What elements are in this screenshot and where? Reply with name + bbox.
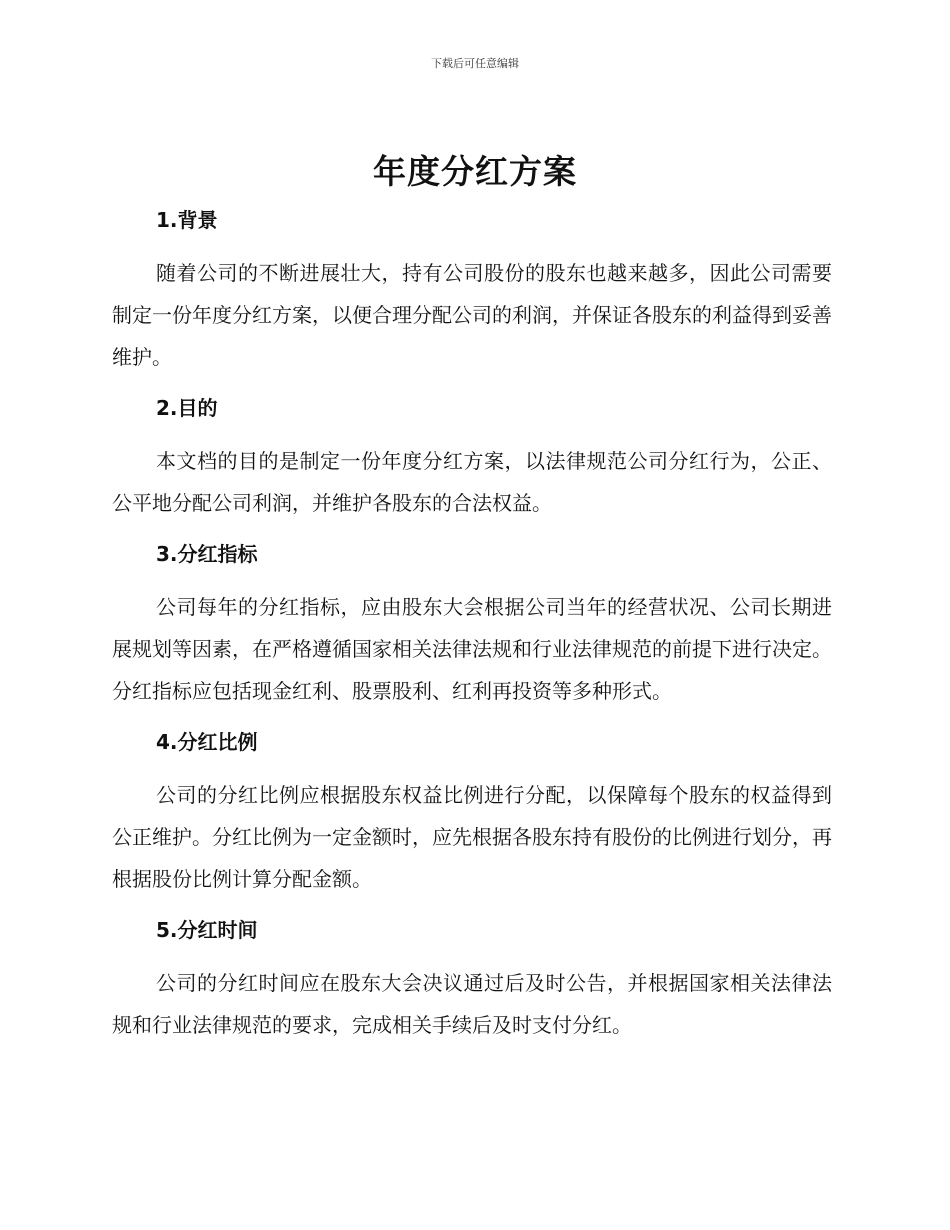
section-body-dividend-indicators: 公司每年的分红指标，应由股东大会根据公司当年的经营状况、公司长期进展规划等因素，在严格遵循国家相关法律法规和行业法律规范的前提下进行决定。分红指标应包括现金红利、股票股利、红利再投资等多种形式。 <box>112 595 832 703</box>
header-note: 下载后可任意编辑 <box>431 57 519 70</box>
section-heading-dividend-timing: 5.分红时间 <box>156 918 258 942</box>
document-title: 年度分红方案 <box>373 152 577 191</box>
section-body-purpose: 本文档的目的是制定一份年度分红方案，以法律规范公司分红行为，公正、公平地分配公司利润，并维护各股东的合法权益。 <box>112 449 832 515</box>
section-heading-purpose: 2.目的 <box>156 396 218 420</box>
section-heading-background: 1.背景 <box>156 208 218 232</box>
section-body-dividend-timing: 公司的分红时间应在股东大会决议通过后及时公告，并根据国家相关法律法规和行业法律规范的要求，完成相关手续后及时支付分红。 <box>112 971 832 1037</box>
section-heading-dividend-indicators: 3.分红指标 <box>156 542 258 566</box>
section-heading-dividend-ratio: 4.分红比例 <box>156 730 258 754</box>
section-body-dividend-ratio: 公司的分红比例应根据股东权益比例进行分配，以保障每个股东的权益得到公正维护。分红比例为一定金额时，应先根据各股东持有股份的比例进行划分，再根据股份比例计算分配金额。 <box>112 783 832 891</box>
section-body-background: 随着公司的不断进展壮大，持有公司股份的股东也越来越多，因此公司需要制定一份年度分红方案，以便合理分配公司的利润，并保证各股东的利益得到妥善维护。 <box>112 261 832 369</box>
document-body <box>112 200 832 1056</box>
